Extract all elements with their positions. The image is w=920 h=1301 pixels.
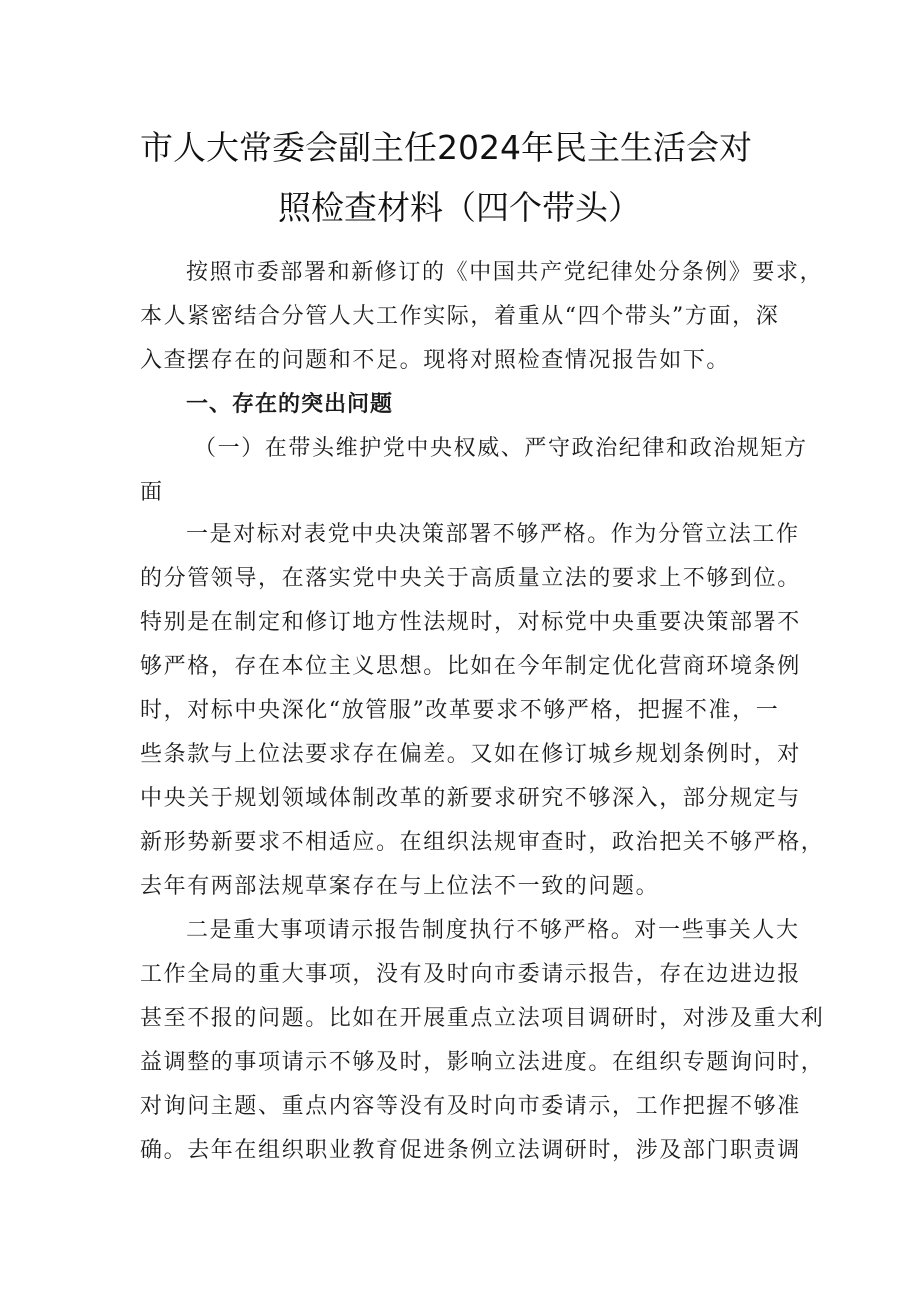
body-line: 工作全局的重大事项，没有及时向市委请示报告，存在边进边报 [140,962,801,987]
body-line: 确。去年在组织职业教育促进条例立法调研时，涉及部门职责调 [140,1138,801,1163]
intro-line: 本人紧密结合分管人大工作实际，着重从“四个带头”方面，深 [140,304,780,329]
section-heading: 一、存在的突出问题 [186,392,394,417]
body-line: 些条款与上位法要求存在偏差。又如在修订城乡规划条例时，对 [140,742,801,767]
body-line: 一是对标对表党中央决策部署不够严格。作为分管立法工作 [186,522,800,547]
body-line: 的分管领导，在落实党中央关于高质量立法的要求上不够到位。 [140,566,801,591]
subsection-heading-continued: 面 [140,480,164,505]
body-line: 甚至不报的问题。比如在开展重点立法项目调研时，对涉及重大利 [140,1006,825,1031]
body-line: 时，对标中央深化“放管服”改革要求不够严格，把握不准，一 [140,698,780,723]
body-line: 对询问主题、重点内容等没有及时向市委请示，工作把握不够准 [140,1094,801,1119]
intro-line: 入查摆存在的问题和不足。现将对照检查情况报告如下。 [140,348,731,373]
body-line: 去年有两部法规草案存在与上位法不一致的问题。 [140,874,660,899]
body-line: 特别是在制定和修订地方性法规时，对标党中央重要决策部署不 [140,610,801,635]
body-line: 新形势新要求不相适应。在组织法规审查时，政治把关不够严格， [140,830,825,855]
document-title-line-1: 市人大常委会副主任2024年民主生活会对 [140,128,752,167]
body-line: 够严格，存在本位主义思想。比如在今年制定优化营商环境条例 [140,654,801,679]
intro-line: 按照市委部署和新修订的《中国共产党纪律处分条例》要求， [186,260,824,285]
subsection-heading: （一）在带头维护党中央权威、严守政治纪律和政治规矩方 [194,436,808,461]
body-line: 中央关于规划领域体制改革的新要求研究不够深入，部分规定与 [140,786,801,811]
body-line: 益调整的事项请示不够及时，影响立法进度。在组织专题询问时， [140,1050,825,1075]
body-line: 二是重大事项请示报告制度执行不够严格。对一些事关人大 [186,918,800,943]
document-title-line-2: 照检查材料（四个带头） [278,188,641,227]
